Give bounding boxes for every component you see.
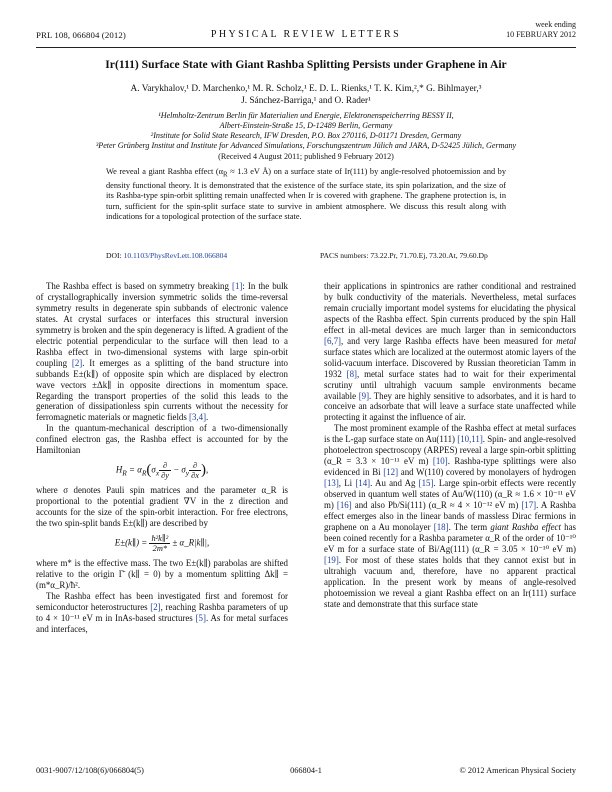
running-header — [36, 18, 576, 48]
citation-link[interactable]: [2] — [71, 357, 83, 368]
abstract-text-a: We reveal a giant Rashba effect (α — [106, 167, 224, 176]
citation-link[interactable]: [9] — [358, 390, 370, 401]
close-paren-icon: ) — [200, 462, 206, 479]
affiliation-2: ²Institute for Solid State Research, IFW Dresden, P.O. Box 270116, D-01171 Dresden, Germany — [150, 131, 462, 140]
abstract — [106, 167, 506, 223]
citation-link[interactable]: [5] — [195, 612, 206, 623]
affiliations — [36, 111, 576, 151]
eq-symbol: ± α_R|k∥|, — [170, 537, 210, 548]
citation-link[interactable]: [1] — [231, 281, 243, 291]
citation-link[interactable]: [2] — [150, 601, 161, 612]
author-list — [60, 84, 552, 107]
paper-title: Ir(111) Surface State with Giant Rashba Splitting Persists under Graphene in Air — [105, 58, 507, 71]
received-dates: (Received 4 August 2011; published 9 February 2012) — [218, 152, 394, 161]
eq-den: ∂x — [191, 471, 199, 481]
citation-link[interactable]: [15] — [418, 478, 434, 489]
citation-link[interactable]: [19] — [324, 554, 339, 565]
doi-link[interactable]: 10.1103/PhysRevLett.108.066804 — [123, 251, 228, 260]
emphasis: giant Rashba effect — [490, 521, 561, 532]
authors-line-2: J. Sánchez-Barriga,¹ and O. Rader¹ — [241, 95, 371, 106]
eq-num: ∂ — [159, 461, 171, 471]
issn-code: 0031-9007/12/108(6)/066804(5) — [36, 766, 144, 775]
text: . It emerges as a splitting of the band structure into subbands E±(k∥) of opposite spin which are displaced by electron wave vectors ±Δk∥ in opposite directions in momentum space. Regarding the transport properties of the solid this leads to the generation of dissipationless spin currents without the necessity for ferromagnetic materials or magnetic fields — [36, 357, 288, 423]
week-label: week ending — [535, 20, 576, 29]
eq-den: 2m* — [152, 544, 168, 554]
week-date: 10 FEBRUARY 2012 — [506, 29, 576, 39]
text: : In the bulk of crystallographically inversion symmetric solids the time-reversal symmetry results in degenerate spin subbands of electronic valence states. At crystal surfaces or interfaces this structural inversion symmetry is broken and the spin degeneracy is lifted. A gradient of the electric potential perpendicular to the surface will then lead to a Rashba effect in two-dimensional systems with large spin-orbit coupling — [36, 281, 288, 368]
text: , reaching Rashba parameters of up to 4 × 10⁻¹¹ eV m in InAs-based structures — [36, 601, 288, 623]
affiliation-3: ³Peter Grünberg Institut and Institute for Advanced Simulations, Forschungszentrum Jülich and JARA, D-52425 Jülich, Germany — [95, 141, 517, 150]
text: The Rashba effect is based on symmetry breaking — [46, 281, 232, 291]
text: surface states which are localized at the outermost atomic layers of the solid-vacuum interface. Discovered by Russian theoretician Tamm in 1932 — [324, 346, 576, 379]
citation-link[interactable]: [8] — [346, 368, 357, 379]
header-rule — [36, 47, 576, 48]
abstract-text-b: ≈ 1.3 eV Å) on a surface state of Ir(111) by angle-resolved photoemission and by density functional theory. It is demonstrated that the existence of the surface state, its spin polarization, and the size of its Rashba-type spin-orbit splitting remain unaffected when Ir is covered with graphene. The graphene protection is, in turn, sufficient for the spin-split surface state to survive in ambient atmosphere. We discuss this result along with indications for a topological protection of the surface state. — [106, 167, 506, 222]
citation-link[interactable]: [10,11] — [457, 434, 483, 445]
paragraph — [324, 281, 576, 423]
eq-symbol: = α — [126, 464, 142, 475]
text: and also Pb/Si(111) (α_R ≈ 4 × 10⁻¹² eV m) — [351, 500, 522, 511]
right-column — [324, 281, 576, 610]
citation-link[interactable]: [12] — [383, 467, 399, 478]
paragraph: where σ denotes Pauli spin matrices and the parameter α_R is proportional to the potential gradient ∇V in the z direction and accounts for the size of the spin-orbit interaction. For free electrons, the two spin-split bands E±(k∥) are described by — [36, 485, 288, 529]
text: . They are highly sensitive to adsorbates, and it is hard to conceive an adsorbate that will leave a surface state unaffected while protecting it against the influence of air. — [324, 390, 576, 423]
eq-symbol: E±(k∥) = — [114, 537, 150, 548]
text: and W(110) covered by monolayers of hydrogen — [398, 467, 576, 478]
citation-link[interactable]: [6,7] — [324, 335, 342, 346]
text: their applications in spintronics are rather conditional and restrained by bulk conductivity of the materials. Nevertheless, metal surfaces remain crucially important model systems for elucidating the physical aspects of the Rashba effect. Spin currents produced by the spin Hall effect in all-metal devices are much larger than in semiconductors — [324, 281, 576, 335]
text: . Rashba-type splittings were also evidenced in Bi — [324, 456, 577, 478]
journal-name: PHYSICAL REVIEW LETTERS — [210, 29, 402, 40]
open-paren-icon: ( — [146, 462, 152, 479]
eq-sub: x — [155, 468, 160, 478]
eq-symbol: , — [205, 464, 209, 475]
text: The Rashba effect has been investigated first and foremost for semiconductor heterostructures — [36, 590, 288, 612]
eq-sub: R — [122, 468, 127, 478]
citation-link[interactable]: [14] — [355, 478, 371, 489]
left-column — [36, 281, 288, 635]
text: . For most of these states holds that they cannot exist but in ultrahigh vacuum and, therefore, have no apparent practical application. In the present work by means of angle-resolved photoemission we reveal a giant Rashba effect on an Ir(111) surface state and demonstrate that this surface state — [324, 554, 576, 609]
derivative-y — [159, 461, 171, 480]
text: . — [206, 412, 209, 423]
derivative-x — [189, 461, 201, 480]
citation-link[interactable]: [18] — [433, 521, 449, 532]
paragraph — [324, 423, 576, 609]
text: . As for metal surfaces and interfaces, — [36, 612, 288, 634]
citation-link[interactable]: [3,4] — [189, 412, 207, 423]
abstract-sub: R — [223, 171, 228, 179]
eq-sub: y — [185, 468, 190, 478]
eq-symbol: H — [115, 464, 123, 475]
paragraph: In the quantum-mechanical description of a two-dimensionally confined electron gas, the Rashba effect is accounted for by the Hamiltonian — [36, 423, 288, 456]
text: has been coined recently for a Rashba parameter α_R of the order of 10⁻¹⁰ eV m for a surface state of Bi/Ag(111) (α_R = 3.05 × 10⁻¹⁰ eV m) — [324, 521, 576, 554]
equation-dispersion — [36, 534, 288, 553]
citation-link[interactable]: [10] — [432, 456, 448, 467]
doi-line — [106, 251, 506, 260]
text: , metal surface states had to wait for their experimental scrutiny until ultrahigh vacuum sample environments became available — [324, 368, 576, 401]
eq-num: ∂ — [189, 461, 201, 471]
paragraph — [36, 591, 288, 635]
text: The most prominent example of the Rashba effect at metal surfaces is the L-gap surface state on Au(111) — [324, 423, 576, 445]
equation-hamiltonian — [36, 461, 288, 480]
text: , Li — [338, 478, 356, 489]
pacs-numbers: PACS numbers: 73.22.Pr, 71.70.Ej, 73.20.At, 79.60.Dp — [320, 251, 488, 260]
copyright: © 2012 American Physical Society — [459, 766, 576, 775]
text: . The term — [448, 521, 491, 532]
paragraph — [36, 281, 288, 423]
text: , and very large Rashba effects have been measured for — [341, 335, 557, 346]
text: . Large spin-orbit effects were recently observed in quantum well states of Au/W(110) (α_R ≈ 1.6 × 10⁻¹¹ eV m) — [324, 478, 577, 511]
kinetic-term — [149, 534, 170, 553]
eq-num: ħ²k∥² — [151, 534, 169, 544]
eq-symbol: − σ — [170, 464, 186, 475]
journal-reference: PRL 108, 066804 (2012) — [36, 30, 126, 40]
paragraph: where m* is the effective mass. The two E±(k∥) parabolas are shifted relative to the origin Γ̄ (k∥ = 0) by a momentum splitting Δk∥ = (m*α_R)/ħ². — [36, 558, 288, 590]
affiliation-1b: Albert-Einstein-Straße 15, D-12489 Berlin, Germany — [219, 121, 393, 130]
citation-link[interactable]: [13] — [324, 478, 339, 489]
emphasis: metal — [556, 335, 576, 346]
citation-link[interactable]: [17] — [521, 500, 537, 511]
eq-den: ∂y — [161, 471, 169, 481]
page-number: 066804-1 — [290, 766, 322, 775]
doi-label: DOI: — [106, 251, 124, 260]
text: . Spin- and angle-resolved photoelectron spectroscopy (ARPES) reveal a large spin-orbit splitting (α_R = 3.3 × 10⁻¹¹ eV m) — [324, 434, 576, 467]
authors-line-1: A. Varykhalov,¹ D. Marchenko,¹ M. R. Scholz,¹ E. D. L. Rienks,¹ T. K. Kim,²,* G. Bihlmayer,³ — [130, 84, 482, 94]
eq-sub: R — [141, 468, 147, 478]
text: . Au and Ag — [370, 478, 419, 489]
issue-date — [506, 20, 576, 39]
citation-link[interactable]: [16] — [336, 500, 352, 511]
affiliation-1a: ¹Helmholtz-Zentrum Berlin für Materialien und Energie, Elektronenspeicherring BESSY II, — [158, 111, 454, 120]
eq-symbol: σ — [151, 464, 156, 475]
text: . A Rashba effect emerges also in the linear bands of massless Dirac fermions in graphene on a Au monolayer — [324, 500, 576, 532]
